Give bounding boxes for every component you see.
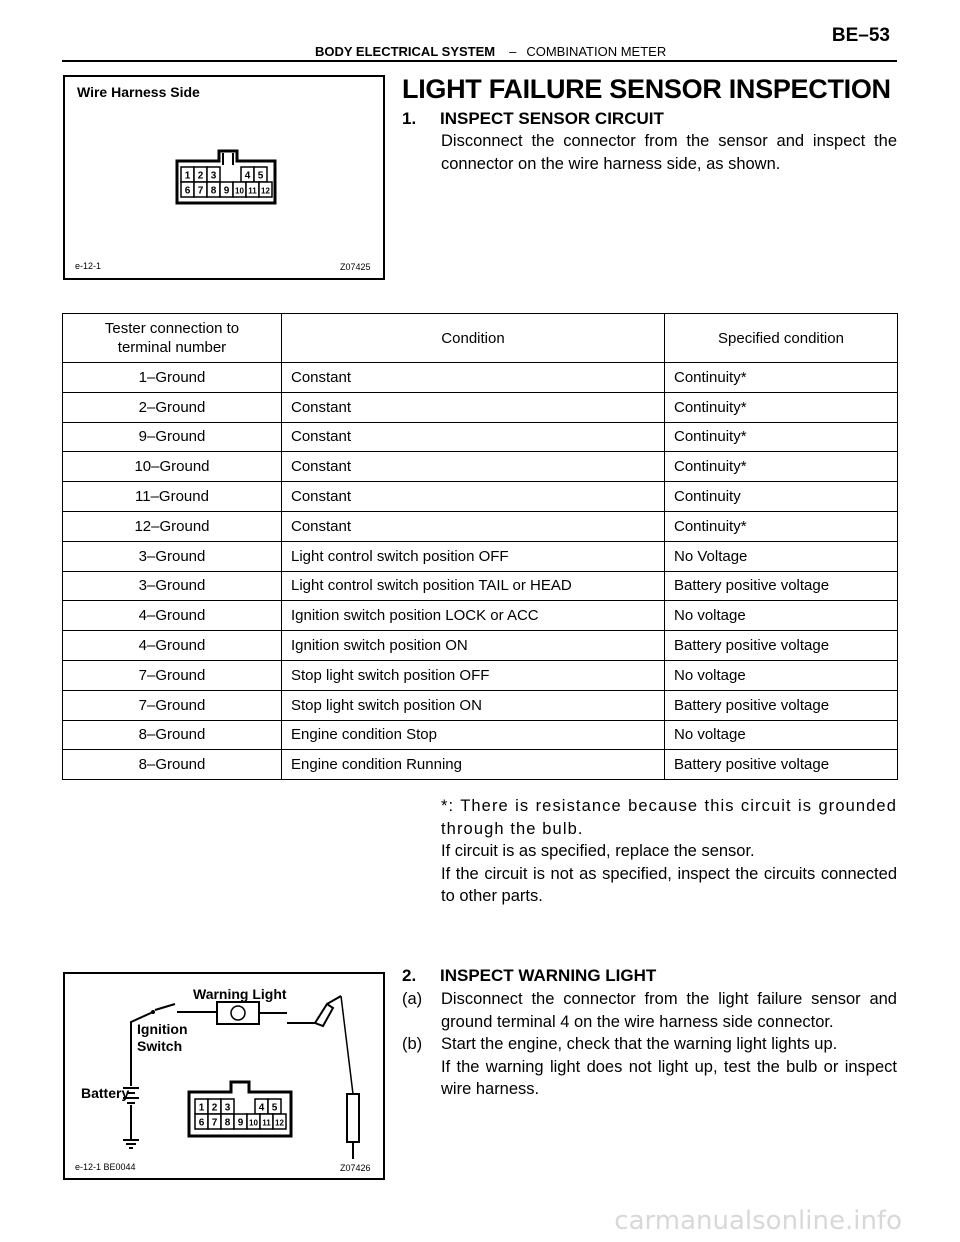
header-separator: – bbox=[509, 44, 517, 59]
header-rule bbox=[62, 60, 897, 62]
switch-label: Switch bbox=[137, 1038, 183, 1054]
table-row bbox=[63, 631, 898, 661]
column-header: Tester connection to terminal number bbox=[63, 314, 282, 363]
condition-cell: Ignition switch position ON bbox=[282, 631, 665, 661]
warning-circuit-diagram bbox=[65, 974, 383, 1178]
terminal-cell: 1–Ground bbox=[63, 363, 282, 393]
condition-cell: Constant bbox=[282, 511, 665, 541]
terminal-cell: 8–Ground bbox=[63, 750, 282, 780]
condition-cell: Stop light switch position OFF bbox=[282, 660, 665, 690]
terminal-cell: 12–Ground bbox=[63, 511, 282, 541]
figure-ref-left: e-12-1 BE0044 bbox=[75, 1162, 136, 1172]
watermark: carmanualsonline.info bbox=[614, 1206, 902, 1236]
condition-cell: Engine condition Running bbox=[282, 750, 665, 780]
table-row bbox=[63, 750, 898, 780]
figure-label: Wire Harness Side bbox=[77, 84, 200, 100]
figure-ref-right: Z07426 bbox=[340, 1163, 371, 1173]
specified-cell: Continuity* bbox=[665, 363, 898, 393]
table-row bbox=[63, 660, 898, 690]
item-text: Disconnect the connector from the light failure sensor and ground terminal 4 on the wire harness side connector. bbox=[441, 990, 897, 1031]
pin-number: 2 bbox=[197, 170, 204, 182]
terminal-cell: 8–Ground bbox=[63, 720, 282, 750]
item-label: (a) bbox=[402, 990, 423, 1008]
condition-cell: Constant bbox=[282, 452, 665, 482]
pin-number: 2 bbox=[211, 1102, 218, 1114]
table-header-row bbox=[63, 314, 898, 363]
condition-cell: Engine condition Stop bbox=[282, 720, 665, 750]
battery-label: Battery bbox=[81, 1085, 130, 1101]
specified-cell: Continuity bbox=[665, 482, 898, 512]
specified-cell: Continuity* bbox=[665, 511, 898, 541]
note-line: *: There is resistance because this circuit is grounded through the bulb. bbox=[441, 797, 897, 838]
step-1-text: Disconnect the connector from the sensor and inspect the connector on the wire harness side, as shown. bbox=[441, 132, 897, 173]
specified-cell: Battery positive voltage bbox=[665, 690, 898, 720]
table-row bbox=[63, 541, 898, 571]
pin-number: 7 bbox=[211, 1117, 218, 1129]
pin-number: 11 bbox=[248, 186, 257, 196]
note-line: If circuit is as specified, replace the sensor. bbox=[441, 842, 755, 860]
column-header: Specified condition bbox=[665, 314, 898, 363]
note-line: If the circuit is not as specified, inspect the circuits connected to other parts. bbox=[441, 864, 897, 905]
condition-cell: Light control switch position TAIL or HEAD bbox=[282, 571, 665, 601]
column-header: Condition bbox=[282, 314, 665, 363]
ignition-label: Ignition bbox=[137, 1021, 188, 1037]
terminal-cell: 3–Ground bbox=[63, 571, 282, 601]
item-text: Start the engine, check that the warning light lights up. bbox=[441, 1035, 838, 1053]
specified-cell: No voltage bbox=[665, 720, 898, 750]
pin-number: 9 bbox=[223, 185, 230, 197]
pin-number: 12 bbox=[261, 186, 270, 196]
condition-cell: Constant bbox=[282, 422, 665, 452]
figure-ref-right: Z07425 bbox=[340, 262, 371, 272]
step-1-heading bbox=[402, 109, 664, 129]
pin-number: 6 bbox=[184, 185, 191, 197]
pin-number: 10 bbox=[249, 1118, 258, 1128]
step-2-heading bbox=[402, 966, 656, 986]
condition-cell: Ignition switch position LOCK or ACC bbox=[282, 601, 665, 631]
pin-number: 5 bbox=[257, 170, 264, 182]
warning-light-label: Warning Light bbox=[193, 986, 287, 1002]
inspection-table bbox=[62, 313, 898, 780]
item-followup: If the warning light does not light up, test the bulb or inspect wire harness. bbox=[441, 1057, 897, 1098]
step-2-item bbox=[402, 1033, 897, 1101]
connector-diagram bbox=[65, 77, 383, 278]
specified-cell: Battery positive voltage bbox=[665, 631, 898, 661]
step-number: 2. bbox=[402, 966, 417, 985]
terminal-cell: 4–Ground bbox=[63, 601, 282, 631]
test-probe-icon bbox=[347, 1094, 359, 1142]
table-row bbox=[63, 720, 898, 750]
pin-number: 7 bbox=[197, 185, 204, 197]
pin-number: 4 bbox=[244, 170, 251, 182]
pin-number: 5 bbox=[271, 1102, 278, 1114]
table-row bbox=[63, 422, 898, 452]
pin-number: 4 bbox=[258, 1102, 265, 1114]
running-header bbox=[315, 44, 666, 59]
pin-number: 1 bbox=[198, 1102, 205, 1114]
table-row bbox=[63, 392, 898, 422]
figure-ref-left: e-12-1 bbox=[75, 261, 102, 271]
page-title: LIGHT FAILURE SENSOR INSPECTION bbox=[402, 74, 891, 104]
notes bbox=[441, 795, 897, 908]
item-label: (b) bbox=[402, 1035, 423, 1053]
terminal-cell: 3–Ground bbox=[63, 541, 282, 571]
table-row bbox=[63, 363, 898, 393]
specified-cell: No voltage bbox=[665, 601, 898, 631]
section-title: BODY ELECTRICAL SYSTEM bbox=[315, 44, 496, 59]
table-row bbox=[63, 601, 898, 631]
step-heading-text: INSPECT SENSOR CIRCUIT bbox=[440, 109, 664, 128]
table-row bbox=[63, 571, 898, 601]
page-number: BE–53 bbox=[831, 25, 890, 46]
table-row bbox=[63, 482, 898, 512]
specified-cell: No voltage bbox=[665, 660, 898, 690]
pin-number: 12 bbox=[275, 1118, 284, 1128]
specified-cell: Battery positive voltage bbox=[665, 750, 898, 780]
table-row bbox=[63, 452, 898, 482]
condition-cell: Stop light switch position ON bbox=[282, 690, 665, 720]
terminal-cell: 4–Ground bbox=[63, 631, 282, 661]
terminal-cell: 9–Ground bbox=[63, 422, 282, 452]
step-number: 1. bbox=[402, 109, 417, 128]
pin-number: 8 bbox=[224, 1117, 231, 1129]
warning-light-figure bbox=[63, 972, 385, 1180]
specified-cell: Continuity* bbox=[665, 392, 898, 422]
pin-number: 6 bbox=[198, 1117, 205, 1129]
pin-number: 8 bbox=[210, 185, 217, 197]
specified-cell: Battery positive voltage bbox=[665, 571, 898, 601]
table-row bbox=[63, 690, 898, 720]
terminal-cell: 7–Ground bbox=[63, 660, 282, 690]
specified-cell: No Voltage bbox=[665, 541, 898, 571]
specified-cell: Continuity* bbox=[665, 422, 898, 452]
condition-cell: Constant bbox=[282, 392, 665, 422]
terminal-cell: 7–Ground bbox=[63, 690, 282, 720]
connector-figure bbox=[63, 75, 385, 280]
step-2-item bbox=[402, 988, 897, 1033]
table-row bbox=[63, 511, 898, 541]
terminal-cell: 2–Ground bbox=[63, 392, 282, 422]
specified-cell: Continuity* bbox=[665, 452, 898, 482]
pin-number: 3 bbox=[210, 170, 217, 182]
terminal-cell: 10–Ground bbox=[63, 452, 282, 482]
step-heading-text: INSPECT WARNING LIGHT bbox=[440, 966, 657, 985]
terminal-cell: 11–Ground bbox=[63, 482, 282, 512]
pin-number: 9 bbox=[237, 1117, 244, 1129]
pin-number: 11 bbox=[262, 1118, 271, 1128]
pin-number: 1 bbox=[184, 170, 191, 182]
condition-cell: Constant bbox=[282, 363, 665, 393]
pin-number: 10 bbox=[235, 186, 244, 196]
subsection-title: COMBINATION METER bbox=[526, 44, 667, 59]
pin-number: 3 bbox=[224, 1102, 231, 1114]
condition-cell: Light control switch position OFF bbox=[282, 541, 665, 571]
condition-cell: Constant bbox=[282, 482, 665, 512]
